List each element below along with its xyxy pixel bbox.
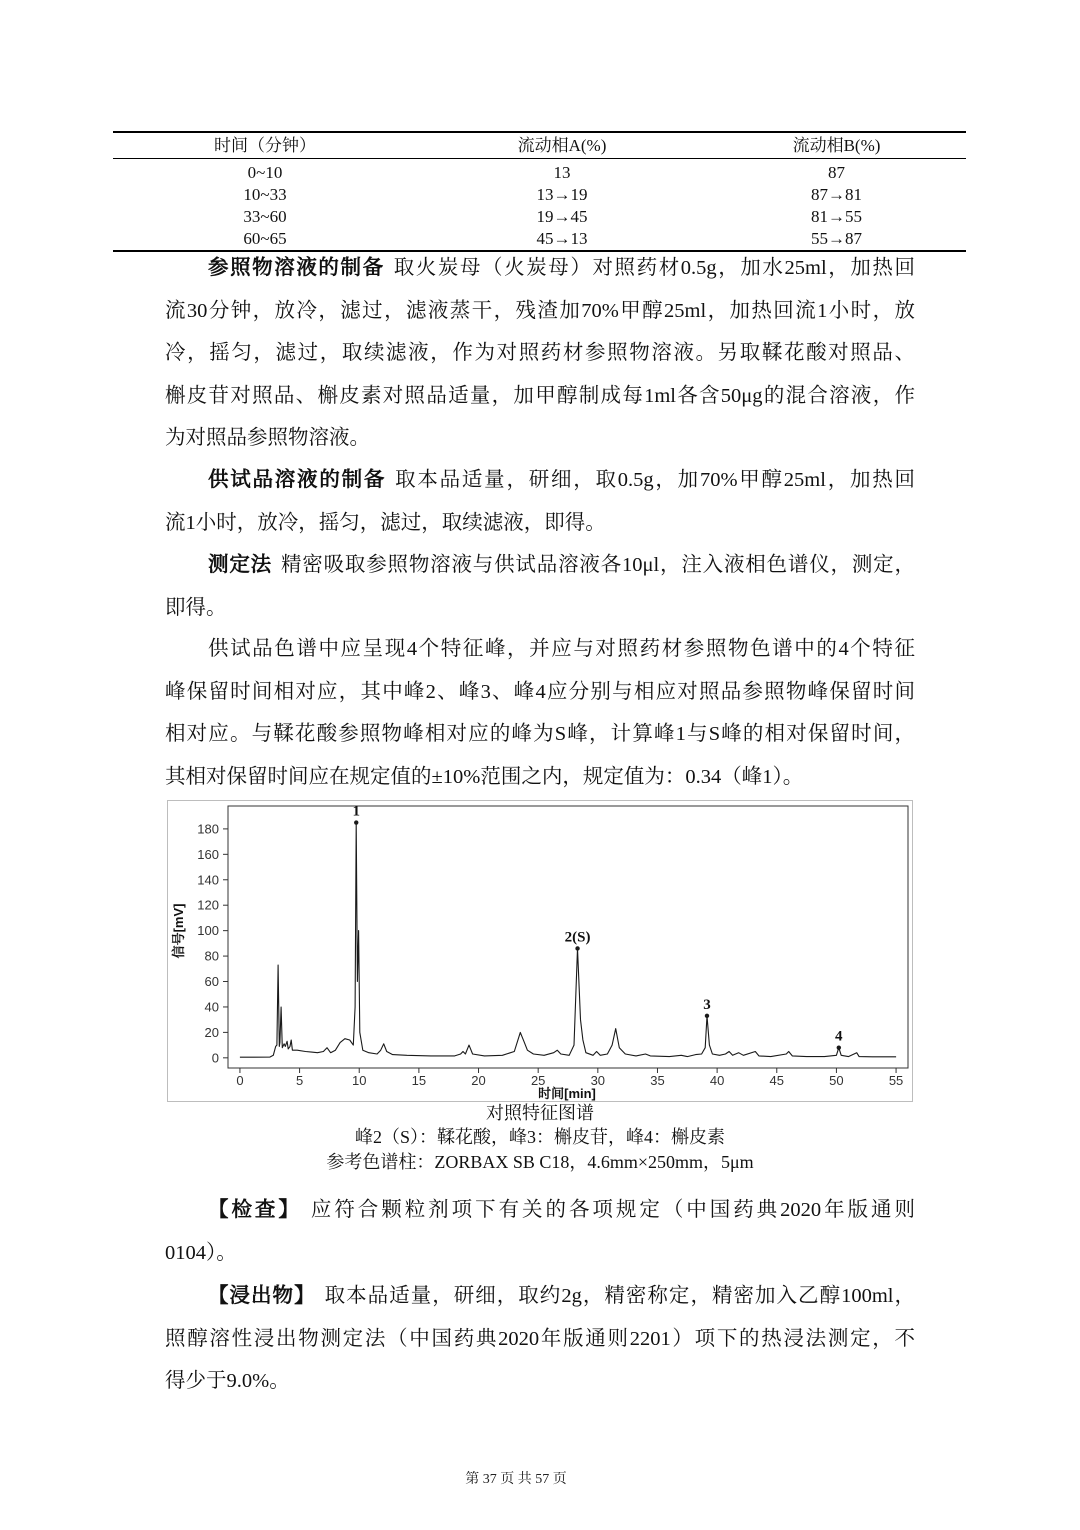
x-tick-label: 55 [888,1073,904,1088]
paragraph-line-text: 取本品适量，研细，取0.5g，加70%甲醇25ml，加热回 [395,469,916,491]
table-cell: 19→45 [536,207,588,226]
x-tick-label: 30 [590,1073,606,1088]
x-tick-label: 15 [411,1073,427,1088]
y-tick-label: 40 [204,999,219,1015]
gradient-table [113,131,966,252]
table-cell: 87 [828,163,845,182]
table-cell: 13 [553,163,571,182]
y-tick-label: 0 [211,1050,219,1066]
paragraph-line [165,459,915,502]
x-tick-label: 25 [530,1073,546,1088]
peak-label: 1 [352,803,360,820]
page-footer: 第 37 页 共 57 页 [465,1472,567,1487]
section-heading: 【检查】 [208,1199,302,1221]
section-heading: 测定法 [208,554,272,576]
table-row [113,206,966,228]
peak-marker [705,1014,709,1018]
table-row [113,184,966,206]
x-tick-label: 5 [295,1073,304,1088]
chart-caption-title: 对照特征图谱 [486,1103,594,1123]
column-header-mobile-phase-b: 流动相B(%) [707,132,966,159]
paragraph-line: 供试品色谱中应呈现4个特征峰，并应与对照药材参照物色谱中的4个特征 [208,638,915,660]
x-axis-label: 时间[min] [538,1086,596,1101]
section-heading: 供试品溶液的制备 [208,469,387,491]
column-header-mobile-phase-a: 流动相A(%) [417,132,707,159]
table-cell: 33~60 [243,207,287,226]
table-row [113,159,966,185]
chart-caption-peaks: 峰2（S）：鞣花酸，峰3：槲皮苷，峰4：槲皮素 [354,1127,725,1147]
peak-label: 2(S) [564,929,591,946]
peak-label: 4 [835,1028,843,1045]
paragraph-line [165,544,915,587]
y-axis-label: 信号[mV] [171,903,186,959]
table-cell: 55→87 [707,228,966,251]
y-tick-label: 100 [197,923,219,939]
paragraph-line: 槲皮苷对照品、槲皮素对照品适量，加甲醇制成每1ml各含50μg的混合溶液，作 [165,384,915,407]
table-header-row [113,132,966,159]
paragraph-line: 照醇溶性浸出物测定法（中国药典2020年版通则2201）项下的热浸法测定，不 [165,1327,915,1350]
table-cell: 10~33 [243,185,287,204]
table-cell: 60~65 [113,228,417,251]
paragraph-line: 0104）。 [165,1241,237,1264]
x-tick-label: 0 [236,1073,244,1088]
paragraph-line: 为对照品参照物溶液。 [165,427,370,449]
paragraph-line: 相对应。与鞣花酸参照物峰相对应的峰为S峰，计算峰1与S峰的相对保留时间， [165,723,915,745]
paragraph-line-text: 应符合颗粒剂项下有关的各项规定（中国药典2020年版通则 [310,1199,916,1221]
y-tick-label: 120 [197,897,219,913]
section-inspection [165,1189,915,1274]
chart-marks [197,804,903,1088]
column-header-time: 时间（分钟） [113,132,417,159]
section-heading: 参照物溶液的制备 [208,257,385,279]
x-tick-label: 20 [471,1073,486,1088]
paragraph-line-text: 取火炭母（火炭母）对照药材0.5g，加水25ml，加热回 [393,257,916,279]
section-method [165,544,915,629]
paragraph-line-text: 精密吸取参照物溶液与供试品溶液各10μl，注入液相色谱仪，测定， [280,554,916,576]
paragraph-line: 峰保留时间相对应，其中峰2、峰3、峰4应分别与相应对照品参照物峰保留时间 [165,680,915,703]
peak-marker [837,1045,841,1049]
section-reference-solution [165,247,915,460]
x-tick-label: 50 [829,1073,844,1088]
y-tick-label: 140 [197,872,219,888]
y-tick-label: 180 [197,821,219,837]
paragraph-line: 其相对保留时间应在规定值的±10%范围之内，规定值为：0.34（峰1）。 [165,765,804,788]
y-tick-label: 160 [197,846,219,862]
table-cell: 13→19 [536,185,588,204]
paragraph-line [165,1189,915,1232]
peak-marker [354,820,358,824]
paragraph-line-text: 取本品适量，研细，取约2g，精密称定，精密加入乙醇100ml， [324,1285,916,1307]
x-tick-label: 10 [351,1073,367,1088]
table-cell: 81→55 [811,207,862,226]
paragraph-line: 得少于9.0%。 [165,1370,290,1392]
paragraph-line [165,1275,915,1318]
section-extract [165,1275,915,1403]
y-tick-label: 80 [204,948,219,964]
table-cell: 87→81 [811,185,862,204]
paragraph-line: 冷，摇匀，滤过，取续滤液，作为对照药材参照物溶液。另取鞣花酸对照品、 [165,342,915,364]
x-tick-label: 45 [769,1073,785,1088]
y-tick-label: 20 [204,1024,219,1040]
peak-label: 3 [703,996,711,1013]
peak-marker [575,946,579,950]
paragraph-line: 流1小时，放冷，摇匀，滤过，取续滤液，即得。 [165,511,606,534]
chromatogram-chart [167,800,913,1102]
x-tick-label: 40 [709,1073,725,1088]
paragraph-line [165,247,915,290]
table-cell: 0~10 [247,163,283,182]
section-heading: 【浸出物】 [208,1285,316,1307]
table-cell: 45→13 [417,228,707,251]
paragraph-line: 即得。 [165,596,227,619]
chart-caption-column: 参考色谱柱：ZORBAX SB C18，4.6mm×250mm，5μm [326,1152,754,1172]
section-test-solution [165,459,915,544]
section-requirement [165,628,915,798]
x-tick-label: 35 [650,1073,665,1088]
paragraph-line: 流30分钟，放冷，滤过，滤液蒸干，残渣加70%甲醇25ml，加热回流1小时，放 [165,299,915,322]
y-tick-label: 60 [204,974,219,990]
